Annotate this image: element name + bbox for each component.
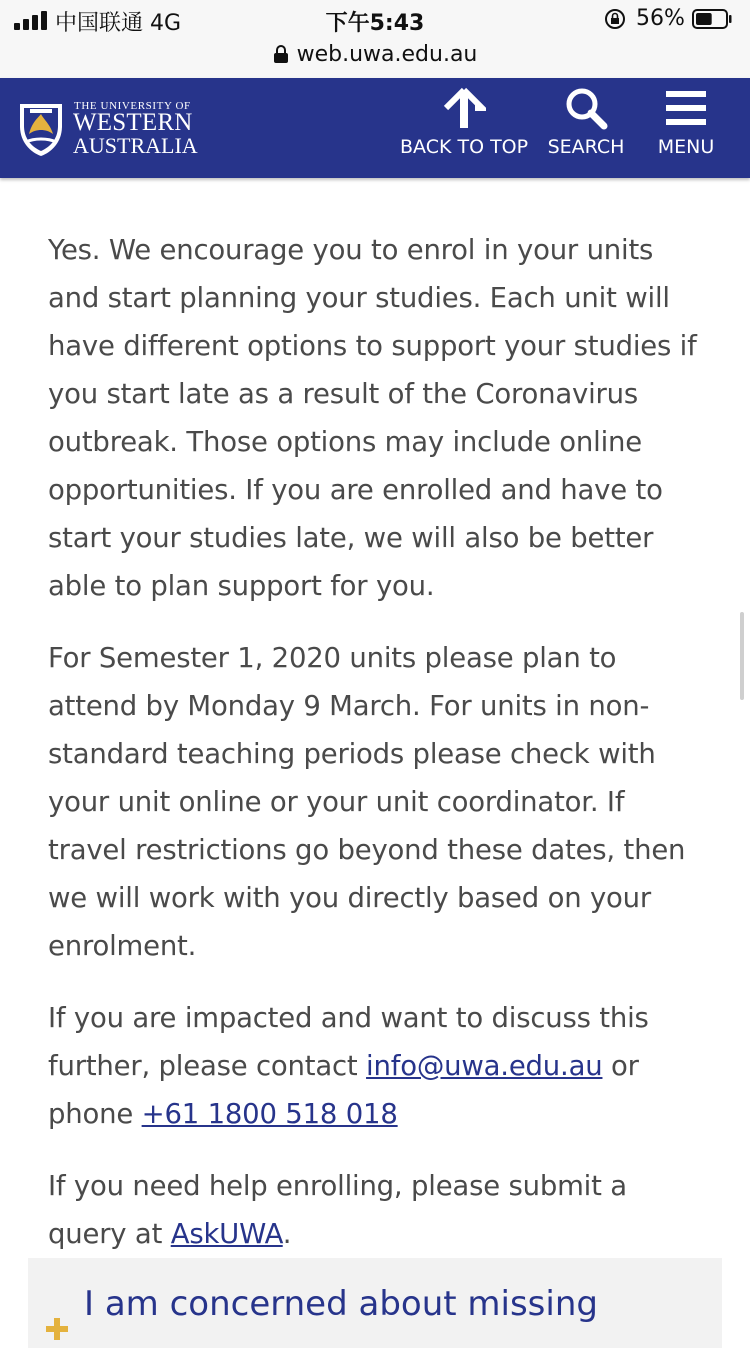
back-to-top-button[interactable]	[400, 86, 528, 170]
search-label: SEARCH	[547, 136, 625, 158]
url-text: web.uwa.edu.au	[296, 42, 478, 67]
site-header	[0, 78, 750, 178]
search-button[interactable]	[546, 86, 626, 170]
logo-line-3: AUSTRALIA	[73, 133, 198, 158]
padlock-icon	[273, 44, 289, 64]
status-bar	[0, 0, 750, 40]
scroll-indicator[interactable]	[740, 612, 744, 700]
paragraph-encourage-enrol: Yes. We encourage you to enrol in your units and start planning your studies. Each unit will have different options to support your studies if you start late as a result of the Coronavirus outbreak. Those options may include online opportunities. If you are enrolled and have to start your studies late, we will also be better able to plan support for you.	[48, 234, 697, 602]
hamburger-menu-icon	[664, 86, 708, 130]
status-time: 下午5:43	[325, 11, 425, 36]
logo-line-2: WESTERN	[73, 109, 193, 136]
crest-icon	[16, 98, 66, 158]
contact-text-2: or phone	[48, 1050, 639, 1130]
carrier-label: 中国联通 4G	[55, 11, 182, 36]
paragraph-semester-dates: For Semester 1, 2020 units please plan to attend by Monday 9 March. For units in non-standard teaching periods please check with your unit online or your unit coordinator. If travel restrictions go beyond these dates, then we will work with you directly based on your enrolment.	[48, 642, 686, 962]
battery-icon	[692, 9, 732, 29]
email-link[interactable]: info@uwa.edu.au	[366, 1050, 603, 1082]
back-to-top-label: BACK TO TOP	[400, 136, 529, 158]
search-icon	[564, 86, 608, 130]
address-bar[interactable]	[0, 40, 750, 78]
phone-link[interactable]: +61 1800 518 018	[141, 1098, 398, 1130]
arrow-up-icon	[442, 86, 486, 130]
contact-text-1: If you are impacted and want to discuss this further, please contact	[48, 1002, 649, 1082]
uwa-logo[interactable]	[16, 98, 216, 160]
help-text-end: .	[282, 1218, 292, 1250]
battery-percent: 56%	[636, 6, 685, 31]
faq-accordion-item[interactable]	[28, 1258, 722, 1348]
menu-button[interactable]	[654, 86, 718, 170]
paragraph-contact	[48, 994, 708, 1138]
askuwa-link[interactable]: AskUWA	[170, 1218, 283, 1250]
plus-icon	[46, 1318, 68, 1340]
help-text: If you need help enrolling, please submit a query at	[48, 1170, 627, 1250]
paragraph-help	[48, 1162, 708, 1258]
rotation-lock-icon	[604, 8, 626, 30]
accordion-title[interactable]: I am concerned about missing	[84, 1284, 598, 1324]
article-body	[48, 226, 708, 1282]
logo-line-1: THE UNIVERSITY OF	[74, 100, 191, 112]
menu-label: MENU	[657, 136, 715, 158]
